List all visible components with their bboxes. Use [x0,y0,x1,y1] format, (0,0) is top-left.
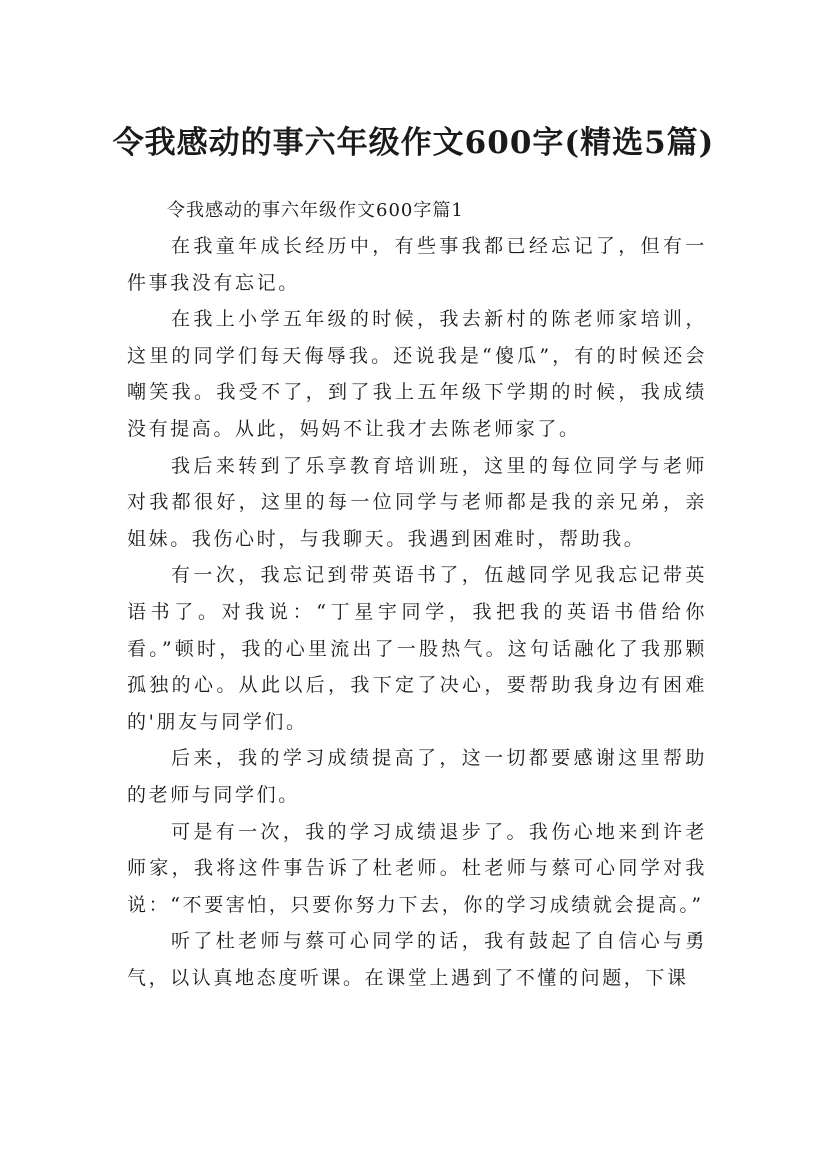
document-title: 令我感动的事六年级作文600字(精选5篇) [112,124,715,161]
section-heading: 令我感动的事六年级作文600字篇1 [167,200,464,221]
paragraph-6: 可是有一次，我的学习成绩退步了。我伤心地来到许老师家，我将这件事告诉了杜老师。杜老师与蔡可心同学对我说：“不要害怕，只要你努力下去，你的学习成绩就会提高。” [127,820,707,916]
paragraph-5: 后来，我的学习成绩提高了，这一切都要感谢这里帮助的老师与同学们。 [127,747,707,806]
paragraph-1: 在我童年成长经历中，有些事我都已经忘记了，但有一件事我没有忘记。 [127,235,707,294]
paragraph-7: 听了杜老师与蔡可心同学的话，我有鼓起了自信心与勇气，以认真地态度听课。在课堂上遇到了不懂的问题，下课 [127,930,707,989]
document-body [127,194,707,996]
paragraph-4: 有一次，我忘记到带英语书了，伍越同学见我忘记带英语书了。对我说：“丁星宇同学，我把我的英语书借给你看。”顿时，我的心里流出了一股热气。这句话融化了我那颗孤独的心。从此以后，我下定了决心，要帮助我身边有困难的'朋友与同学们。 [127,564,707,733]
paragraph-2: 在我上小学五年级的时候，我去新村的陈老师家培训，这里的同学们每天侮辱我。还说我是“傻瓜”，有的时候还会嘲笑我。我受不了，到了我上五年级下学期的时候，我成绩没有提高。从此，妈妈不让我才去陈老师家了。 [127,308,707,440]
paragraph-3: 我后来转到了乐享教育培训班，这里的每位同学与老师对我都很好，这里的每一位同学与老师都是我的亲兄弟，亲姐妹。我伤心时，与我聊天。我遇到困难时，帮助我。 [127,454,707,550]
